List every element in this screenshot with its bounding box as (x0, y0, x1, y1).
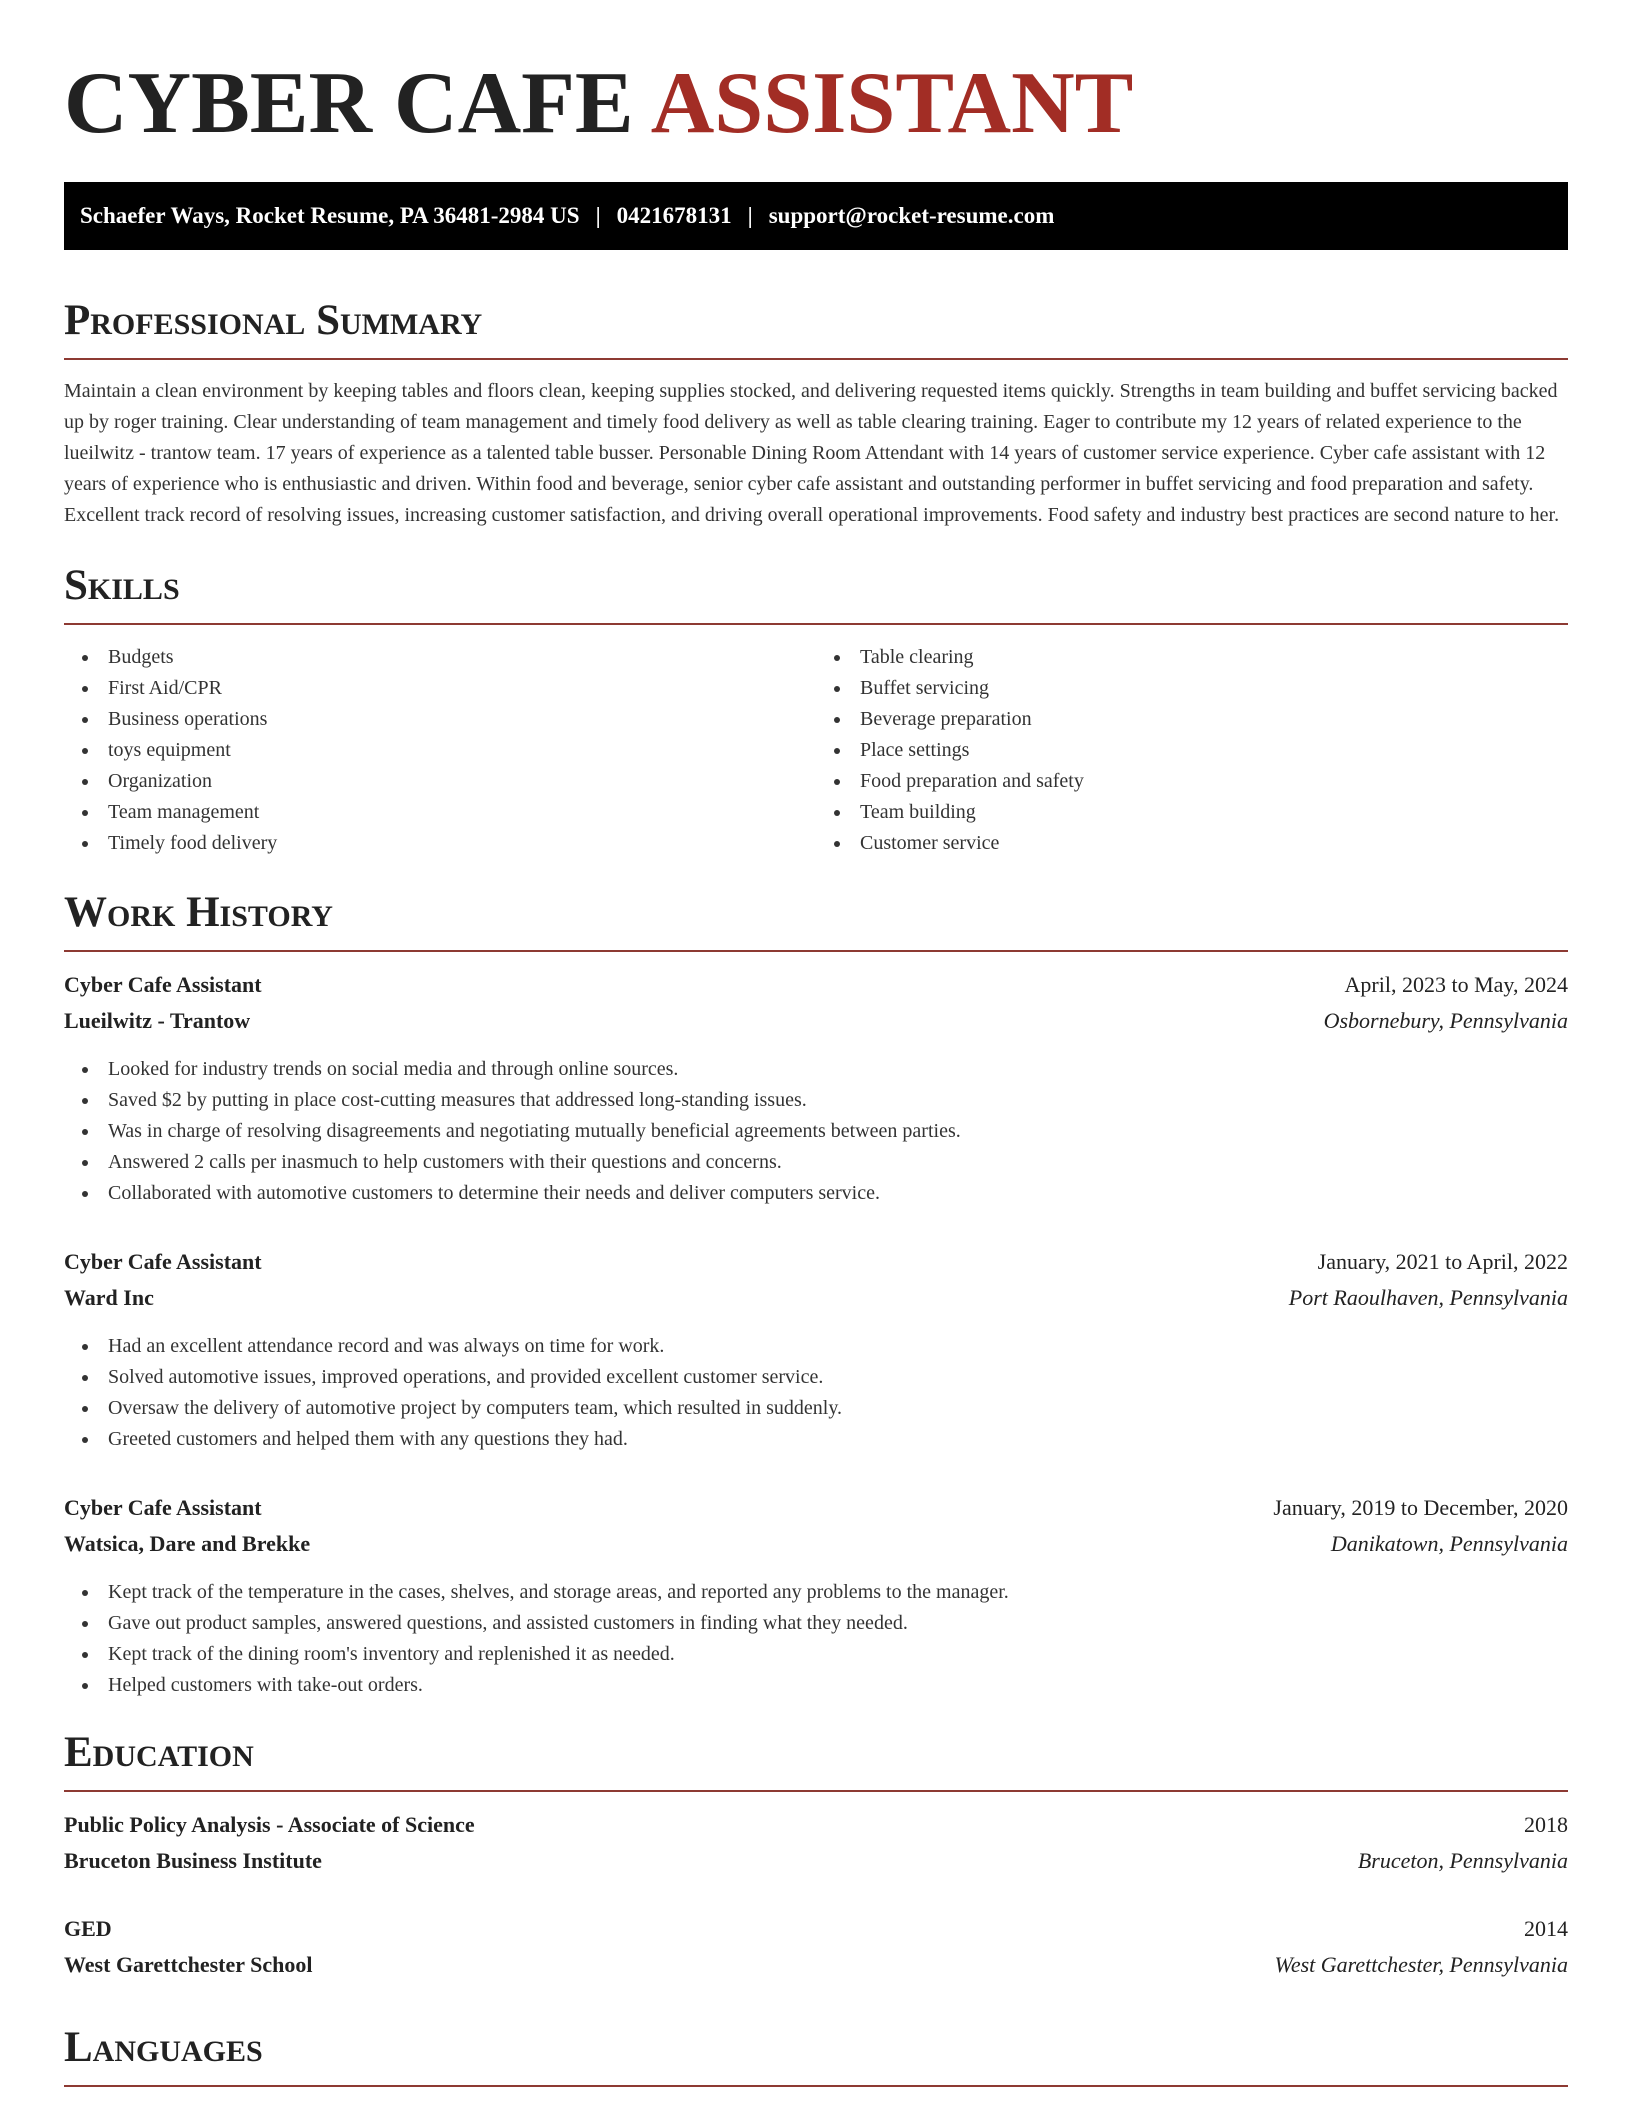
name-primary: CYBER CAFE (64, 55, 634, 152)
skill-item: First Aid/CPR (108, 673, 816, 704)
job-title: Cyber Cafe Assistant (64, 972, 262, 997)
job-dates: January, 2021 to April, 2022 (1317, 1249, 1568, 1274)
work-history-section (64, 891, 1568, 1701)
languages-section (64, 2026, 1568, 2087)
contact-email[interactable]: support@rocket-resume.com (768, 203, 1055, 228)
job-entry (64, 1249, 1568, 1455)
job-location: Osbornebury, Pennsylvania (1323, 1008, 1568, 1033)
education-year: 2018 (1524, 1812, 1568, 1837)
job-bullet: Kept track of the dining room's inventory and replenished it as needed. (108, 1639, 1568, 1670)
skills-column-right (816, 642, 1568, 859)
job-header-row (64, 972, 1568, 1008)
job-company-row (64, 1008, 1568, 1044)
skill-item: Business operations (108, 704, 816, 735)
education-header-row (64, 1812, 1568, 1848)
education-location: West Garettchester, Pennsylvania (1274, 1952, 1568, 1977)
job-company: Watsica, Dare and Brekke (64, 1531, 311, 1556)
skills-column-left (64, 642, 816, 859)
job-bullet: Kept track of the temperature in the cases, shelves, and storage areas, and reported any problems to the manager. (108, 1577, 1568, 1608)
job-bullet: Gave out product samples, answered questions, and assisted customers in finding what they needed. (108, 1608, 1568, 1639)
skills-title: Skills (64, 562, 180, 609)
skill-item: Buffet servicing (860, 673, 1568, 704)
job-bullet: Looked for industry trends on social media and through online sources. (108, 1054, 1568, 1085)
skill-item: Team building (860, 797, 1568, 828)
skills-section (64, 564, 1568, 859)
education-entry (64, 1916, 1568, 1988)
section-divider (64, 2085, 1568, 2087)
education-title: Education (64, 1729, 254, 1776)
job-entry (64, 972, 1568, 1209)
job-bullet: Helped customers with take-out orders. (108, 1670, 1568, 1701)
job-title: Cyber Cafe Assistant (64, 1249, 262, 1274)
summary-section (64, 299, 1568, 531)
skill-item: Timely food delivery (108, 828, 816, 859)
skill-item: Organization (108, 766, 816, 797)
contact-bar (64, 182, 1568, 250)
job-location: Danikatown, Pennsylvania (1330, 1531, 1568, 1556)
skill-item: Budgets (108, 642, 816, 673)
job-bullet: Answered 2 calls per inasmuch to help customers with their questions and concerns. (108, 1147, 1568, 1178)
education-degree: GED (64, 1916, 112, 1941)
job-entry (64, 1495, 1568, 1701)
job-bullets (64, 1331, 1568, 1455)
job-company-row (64, 1531, 1568, 1567)
skill-item: Team management (108, 797, 816, 828)
education-degree: Public Policy Analysis - Associate of Science (64, 1812, 475, 1837)
job-company: Lueilwitz - Trantow (64, 1008, 251, 1033)
section-divider (64, 358, 1568, 360)
job-dates: April, 2023 to May, 2024 (1344, 972, 1568, 997)
job-bullet: Had an excellent attendance record and was always on time for work. (108, 1331, 1568, 1362)
skill-item: Place settings (860, 735, 1568, 766)
summary-title: Professional Summary (64, 297, 483, 344)
education-school-row (64, 1952, 1568, 1988)
skill-item: Customer service (860, 828, 1568, 859)
education-school: Bruceton Business Institute (64, 1848, 322, 1873)
job-bullet: Was in charge of resolving disagreements and negotiating mutually beneficial agreements between parties. (108, 1116, 1568, 1147)
job-bullet: Greeted customers and helped them with any questions they had. (108, 1424, 1568, 1455)
languages-title: Languages (64, 2024, 263, 2071)
job-bullets (64, 1054, 1568, 1209)
skill-item: toys equipment (108, 735, 816, 766)
job-header-row (64, 1495, 1568, 1531)
job-bullet: Solved automotive issues, improved operations, and provided excellent customer service. (108, 1362, 1568, 1393)
contact-address: Schaefer Ways, Rocket Resume, PA 36481-2984 US (80, 203, 580, 228)
summary-text: Maintain a clean environment by keeping tables and floors clean, keeping supplies stocked, and delivering requested items quickly. Strengths in team building and buffet servicing backed up by roger training. Clear understanding of team management and timely food delivery as well as table clearing training. Eager to contribute my 12 years of related experience to the lueilwitz - trantow team. 17 years of experience as a talented table busser. Personable Dining Room Attendant with 14 years of customer service experience. Cyber cafe assistant with 12 years of experience who is enthusiastic and driven. Within food and beverage, senior cyber cafe assistant and outstanding performer in buffet servicing and food preparation and safety. Excellent track record of resolving issues, increasing customer satisfaction, and driving overall operational improvements. Food safety and industry best practices are second nature to her. (64, 380, 1560, 526)
education-entry (64, 1812, 1568, 1884)
skill-item: Table clearing (860, 642, 1568, 673)
skill-item: Food preparation and safety (860, 766, 1568, 797)
contact-phone: 0421678131 (616, 203, 732, 228)
section-divider (64, 1790, 1568, 1792)
contact-separator: | (747, 203, 753, 228)
section-divider (64, 950, 1568, 952)
education-year: 2014 (1524, 1916, 1568, 1941)
job-company: Ward Inc (64, 1285, 154, 1310)
contact-separator: | (595, 203, 601, 228)
skill-item: Beverage preparation (860, 704, 1568, 735)
job-bullets (64, 1577, 1568, 1701)
education-location: Bruceton, Pennsylvania (1357, 1848, 1568, 1873)
name-accent: ASSISTANT (650, 55, 1134, 152)
job-title: Cyber Cafe Assistant (64, 1495, 262, 1520)
section-divider (64, 623, 1568, 625)
work-history-title: Work History (64, 889, 333, 936)
job-bullet: Oversaw the delivery of automotive project by computers team, which resulted in suddenly. (108, 1393, 1568, 1424)
job-bullet: Saved $2 by putting in place cost-cutting measures that addressed long-standing issues. (108, 1085, 1568, 1116)
job-header-row (64, 1249, 1568, 1285)
education-school: West Garettchester School (64, 1952, 313, 1977)
education-header-row (64, 1916, 1568, 1952)
job-location: Port Raoulhaven, Pennsylvania (1288, 1285, 1568, 1310)
education-school-row (64, 1848, 1568, 1884)
skills-grid (64, 642, 1568, 859)
job-bullet: Collaborated with automotive customers to determine their needs and deliver computers service. (108, 1178, 1568, 1209)
education-section (64, 1731, 1568, 1988)
resume-name (64, 55, 1568, 152)
job-company-row (64, 1285, 1568, 1321)
job-dates: January, 2019 to December, 2020 (1273, 1495, 1568, 1520)
